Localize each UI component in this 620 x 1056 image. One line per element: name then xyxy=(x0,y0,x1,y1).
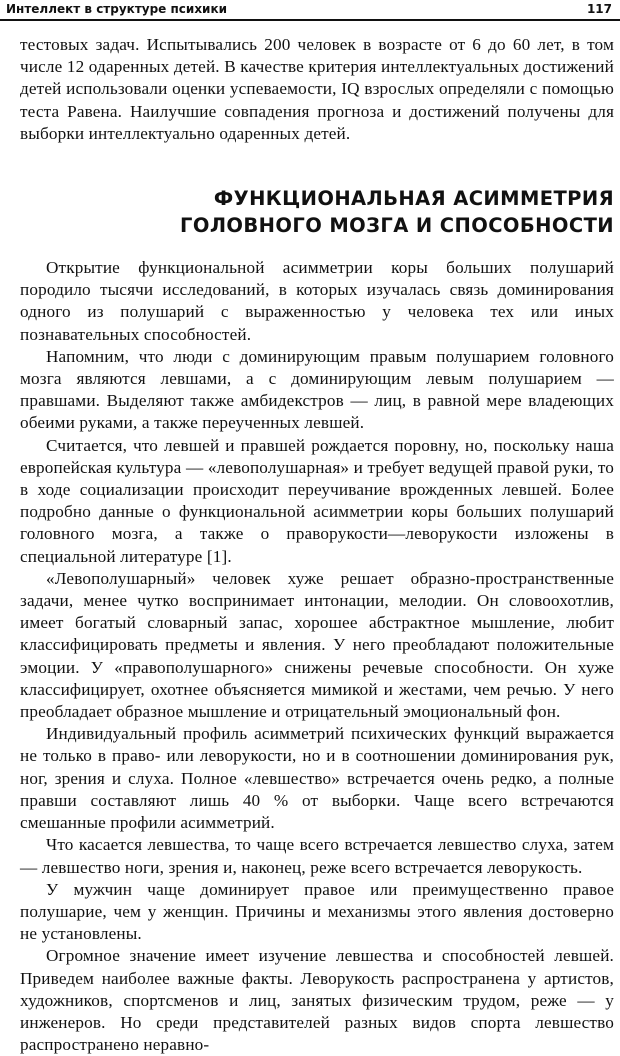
running-header xyxy=(0,0,620,20)
body-paragraph-8: Огромное значение имеет изучение левшества и способностей левшей. Приведем наиболее важные факты. Леворукость распространена у артистов, художников, спортсменов и лиц, занятых физическим трудом, реже — у инженеров. Но среди представителей разных видов спорта левшество распространено неравно- xyxy=(20,946,614,1055)
body-paragraph-7: У мужчин чаще доминирует правое или преимущественно правое полушарие, чем у женщин. Причины и механизмы этого явления достоверно не установлены. xyxy=(20,879,614,944)
page-number: 117 xyxy=(586,2,612,16)
page-content xyxy=(20,34,614,1056)
header-rule xyxy=(0,19,620,21)
body-paragraph-3: Считается, что левшей и правшей рождается поровну, но, поскольку наша европейская культура — «левополушарная» и требует ведущей правой руки, то в ходе социализации происходит переучивание врожденных левшей. Более подробно данные о функциональной асимметрии коры больших полушарий головного мозга, а также о праворукости—леворукости изложены в специальной литературе [1]. xyxy=(20,435,614,566)
body-paragraph-4: «Левополушарный» человек хуже решает образно-пространственные задачи, менее чутко воспринимает интонации, мелодии. Он словоохотлив, имеет богатый словарный запас, хорошее абстрактное мышление, любит классифицировать предметы и явления. У него преобладают положительные эмоции. У «правополушарного» снижены речевые способности. Он хуже классифицирует, охотнее объясняется мимикой и жестами, чем речью. У него преобладает образное мышление и отрицательный эмоциональный фон. xyxy=(20,568,614,722)
body-paragraph-2: Напомним, что люди с доминирующим правым полушарием головного мозга являются левшами, а с доминирующим левым полушарием — правшами. Выделяют также амбидекстров — лиц, в равной мере владеющих обеими руками, а также переученных левшей. xyxy=(20,346,614,433)
intro-paragraph: тестовых задач. Испытывались 200 человек в возрасте от 6 до 60 лет, в том числе 12 одаренных детей. В качестве критерия интеллектуальных достижений детей использовали оценки успеваемости, IQ взрослых определяли с помощью теста Равена. Наилучшие совпадения прогноза и достижений получены для выборки интеллектуально одаренных детей. xyxy=(20,35,614,143)
body-paragraph-6: Что касается левшества, то чаще всего встречается левшество слуха, затем — левшество ноги, зрения и, наконец, реже всего встречается леворукость. xyxy=(20,835,614,877)
section-heading-line-1: ФУНКЦИОНАЛЬНАЯ АСИММЕТРИЯ xyxy=(213,187,614,211)
section-heading-line-2: ГОЛОВНОГО МОЗГА И СПОСОБНОСТИ xyxy=(180,214,614,238)
section-heading xyxy=(20,185,614,239)
body-paragraph-5: Индивидуальный профиль асимметрий психических функций выражается не только в право- или леворукости, но и в соотношении доминирования рук, ног, зрения и слуха. Полное «левшество» встречается очень редко, а полные правши составляют лишь 40 % от выборки. Чаще всего встречаются смешанные профили асимметрий. xyxy=(20,724,614,833)
running-title: Интеллект в структуре психики xyxy=(6,2,228,16)
body-paragraph-1: Открытие функциональной асимметрии коры больших полушарий породило тысячи исследований, в которых изучалась связь доминирования одного из полушарий с выраженностью у человека тех или иных познавательных способностей. xyxy=(20,258,614,344)
